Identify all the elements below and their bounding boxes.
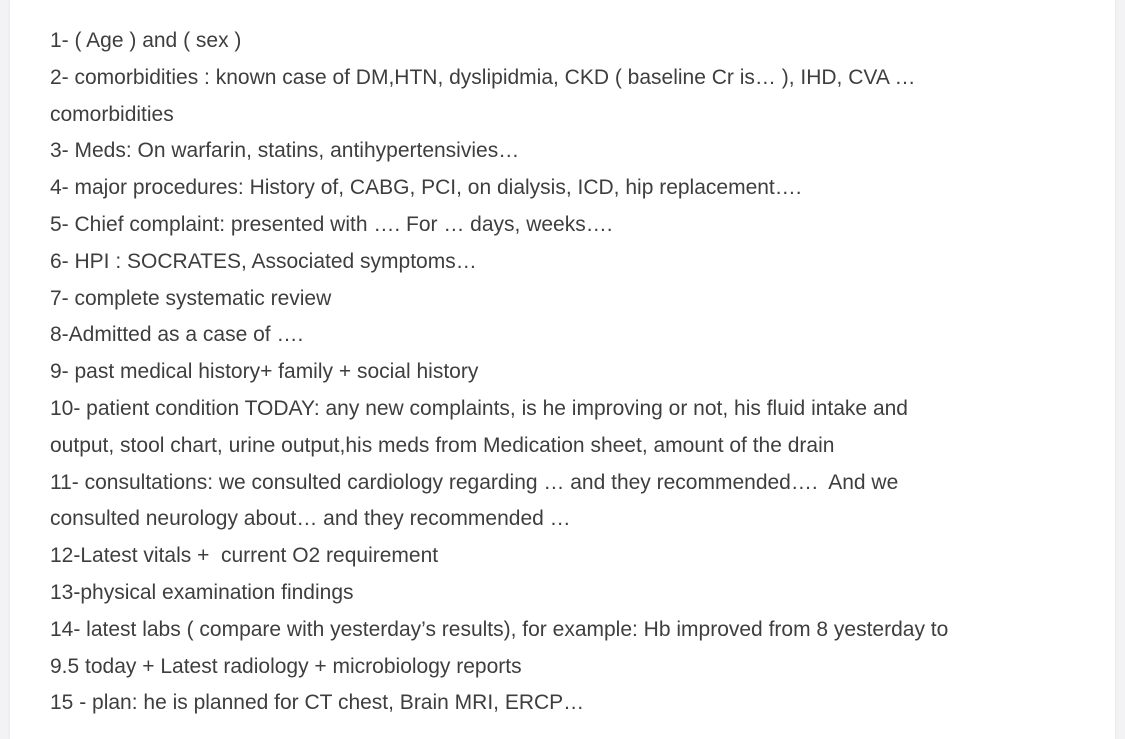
note-line-6: 6- HPI : SOCRATES, Associated symptoms… [50,249,477,273]
note-line-14: 14- latest labs ( compare with yesterday’s results), for example: Hb improved from 8 yesterday to [50,617,949,641]
note-line-9: 9- past medical history+ family + social history [50,360,479,384]
note-line-11-continued: consulted neurology about… and they recommended … [50,507,571,531]
note-line-10-continued: output, stool chart, urine output,his meds from Medication sheet, amount of the drain [50,433,835,457]
note-text-block [50,23,1100,722]
note-line-11: 11- consultations: we consulted cardiology regarding … and they recommended…. And we [50,470,899,494]
note-line-2: 2- comorbidities : known case of DM,HTN, dyslipidmia, CKD ( baseline Cr is… ), IHD, CVA … [50,65,916,89]
note-line-2-continued: comorbidities [50,102,174,126]
note-line-7: 7- complete systematic review [50,286,332,310]
note-line-15: 15 - plan: he is planned for CT chest, Brain MRI, ERCP… [50,691,585,715]
note-line-5: 5- Chief complaint: presented with …. For … days, weeks…. [50,212,613,236]
note-line-1: 1- ( Age ) and ( sex ) [50,29,242,52]
note-line-14-continued: 9.5 today + Latest radiology + microbiology reports [50,654,522,678]
note-line-12: 12-Latest vitals + current O2 requirement [50,544,439,568]
note-line-4: 4- major procedures: History of, CABG, PCI, on dialysis, ICD, hip replacement…. [50,176,802,200]
note-line-3: 3- Meds: On warfarin, statins, antihypertensivies… [50,139,520,163]
note-sheet [10,0,1115,739]
note-line-13: 13-physical examination findings [50,580,354,604]
note-line-8: 8-Admitted as a case of …. [50,323,304,347]
note-line-10: 10- patient condition TODAY: any new complaints, is he improving or not, his fluid intake and [50,396,908,420]
